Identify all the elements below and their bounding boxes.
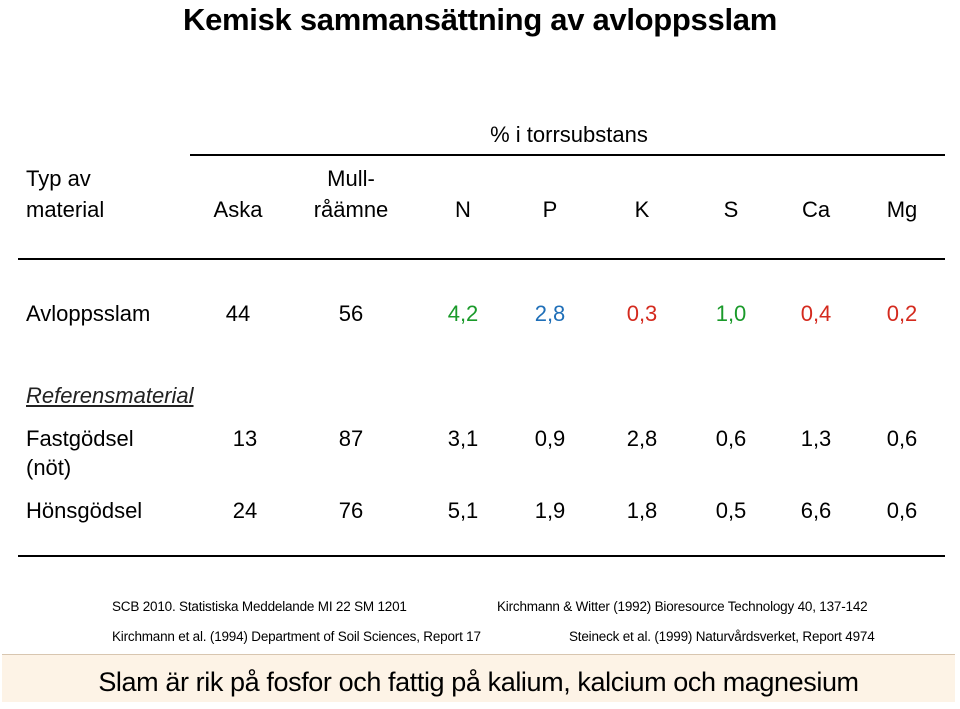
cell-mull: 87 <box>338 426 364 451</box>
header-mull-line2: råämne <box>313 197 389 222</box>
header-p: P <box>542 197 558 222</box>
header-bottom-rule <box>18 258 945 260</box>
reference-scb: SCB 2010. Statistiska Meddelande MI 22 SM 1201 <box>112 599 407 614</box>
cell-s: 0,5 <box>715 498 747 523</box>
reference-steineck: Steineck et al. (1999) Naturvårdsverket, Report 4974 <box>569 629 875 644</box>
cell-k: 1,8 <box>626 498 658 523</box>
row-name-line1: Fastgödsel <box>26 426 134 451</box>
reference-heading: Referensmaterial <box>26 383 194 408</box>
cell-n: 4,2 <box>447 301 479 326</box>
summary-banner: Slam är rik på fosfor och fattig på kalium, kalcium och magnesium <box>2 654 955 702</box>
header-type-line1: Typ av <box>26 166 91 191</box>
cell-aska: 24 <box>232 498 258 523</box>
cell-n: 3,1 <box>447 426 479 451</box>
cell-k: 2,8 <box>626 426 658 451</box>
header-group-rule <box>190 154 945 156</box>
header-type-line2: material <box>26 197 105 222</box>
cell-ca: 1,3 <box>800 426 832 451</box>
row-name: Avloppsslam <box>26 301 151 326</box>
cell-mull: 56 <box>338 301 364 326</box>
header-mull-line1: Mull- <box>327 166 375 191</box>
cell-aska: 44 <box>225 301 251 326</box>
reference-kirchmann-1994: Kirchmann et al. (1994) Department of Soil Sciences, Report 17 <box>112 629 481 644</box>
header-n: N <box>455 197 471 222</box>
cell-p: 2,8 <box>534 301 566 326</box>
page-title: Kemisk sammansättning av avloppsslam <box>183 2 777 37</box>
cell-s: 1,0 <box>715 301 747 326</box>
row-name-line2: (nöt) <box>26 455 72 480</box>
row-name: Hönsgödsel <box>26 498 143 523</box>
cell-aska: 13 <box>232 426 258 451</box>
cell-mg: 0,6 <box>886 498 918 523</box>
header-ca: Ca <box>801 197 831 222</box>
cell-mull: 76 <box>338 498 364 523</box>
cell-k: 0,3 <box>626 301 658 326</box>
header-s: S <box>723 197 739 222</box>
header-k: K <box>634 197 650 222</box>
cell-p: 0,9 <box>534 426 566 451</box>
header-aska: Aska <box>213 197 263 222</box>
cell-ca: 6,6 <box>800 498 832 523</box>
cell-p: 1,9 <box>534 498 566 523</box>
reference-kirchmann-witter: Kirchmann & Witter (1992) Bioresource Technology 40, 137-142 <box>497 599 868 614</box>
table-bottom-rule <box>18 555 945 557</box>
cell-mg: 0,6 <box>886 426 918 451</box>
header-mg: Mg <box>886 197 918 222</box>
cell-ca: 0,4 <box>800 301 832 326</box>
cell-mg: 0,2 <box>886 301 918 326</box>
header-group-label: % i torrsubstans <box>490 122 648 147</box>
cell-s: 0,6 <box>715 426 747 451</box>
cell-n: 5,1 <box>447 498 479 523</box>
